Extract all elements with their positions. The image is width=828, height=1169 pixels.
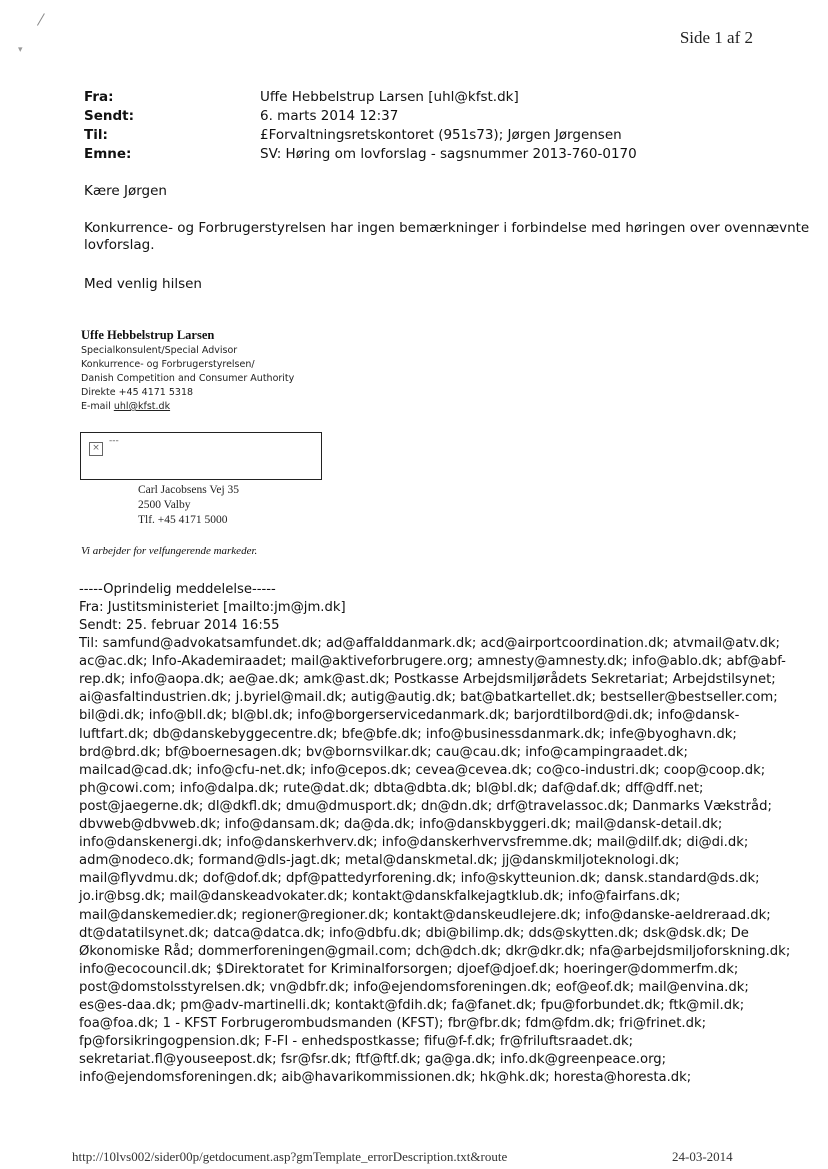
recipient-line: jo.ir@bsg.dk; mail@danskeadvokater.dk; kontakt@danskfalkejagtklub.dk; info@fairfans.dk; (79, 889, 681, 905)
recipient-line: info@ecocouncil.dk; $Direktoratet for Kriminalforsorgen; djoef@djoef.dk; hoeringer@dommerfm.dk; (79, 961, 739, 977)
recipient-line: mail@danskemedier.dk; regioner@regioner.dk; kontakt@danskeudlejere.dk; info@danske-aeldreraad.dk; (79, 907, 771, 923)
from-value: Uffe Hebbelstrup Larsen [uhl@kfst.dk] (260, 89, 519, 105)
address-street: Carl Jacobsens Vej 35 (138, 484, 240, 496)
recipient-line: mail@flyvdmu.dk; dof@dof.dk; dpf@pattedyrforening.dk; info@skytteunion.dk; dansk.standard@ds.dk; (79, 871, 760, 887)
header-from-row (84, 89, 519, 105)
logo-image-placeholder (80, 432, 322, 480)
greeting: Kære Jørgen (84, 183, 167, 199)
signature-email-label: E-mail (81, 401, 114, 412)
recipient-line: brd@brd.dk; bf@boernesagen.dk; bv@bornsvilkar.dk; cau@cau.dk; info@campingraadet.dk; (79, 744, 688, 760)
recipient-line: dt@datatilsynet.dk; datca@datca.dk; info@dbfu.dk; dbi@bilimp.dk; dds@skytten.dk; dsk@dsk.dk; De (79, 925, 749, 941)
recipient-line: ph@cowi.com; info@dalpa.dk; rute@dat.dk; dbta@dbta.dk; bl@bl.dk; daf@daf.dk; dff@dff.net; (79, 780, 704, 796)
forward-from: Fra: Justitsministeriet [mailto:jm@jm.dk] (79, 600, 346, 615)
from-label: Fra: (84, 89, 114, 105)
recipient-line: luftfart.dk; db@danskebyggecentre.dk; bfe@bfe.dk; info@businessdanmark.dk; infe@byoghavn.dk; (79, 726, 737, 742)
subject-label: Emne: (84, 146, 132, 162)
signature-direct-phone: Direkte +45 4171 5318 (81, 387, 194, 398)
closing: Med venlig hilsen (84, 276, 202, 292)
signature-title: Specialkonsulent/Special Advisor (81, 345, 238, 356)
sent-label: Sendt: (84, 108, 135, 124)
scan-mark (37, 13, 50, 29)
recipient-line: ai@asfaltindustrien.dk; j.byriel@mail.dk; autig@autig.dk; bat@batkartellet.dk; bestseller@bestseller.com; (79, 690, 778, 706)
footer-url: http://10lvs002/sider00p/getdocument.asp?gmTemplate_errorDescription.txt&route (72, 1149, 508, 1164)
address-phone: Tlf. +45 4171 5000 (138, 514, 228, 526)
tagline: Vi arbejder for velfungerende markeder. (81, 545, 258, 557)
recipient-line: foa@foa.dk; 1 - KFST Forbrugerombudsmanden (KFST); fbr@fbr.dk; fdm@fdm.dk; fri@frinet.dk; (79, 1016, 707, 1032)
recipient-line: rep.dk; info@aopa.dk; ae@ae.dk; amk@ast.dk; Postkasse Arbejdsmiljørådets Sekretariat; Arbejdstilsynet; (79, 672, 776, 688)
recipient-line: post@domstolsstyrelsen.dk; vn@dbfr.dk; info@ejendomsforeningen.dk; eof@eof.dk; mail@envina.dk; (79, 979, 749, 995)
recipient-line: info@ejendomsforeningen.dk; aib@havarikommissionen.dk; hk@hk.dk; horesta@horesta.dk; (79, 1070, 692, 1086)
recipient-line: sekretariat.fl@youseepost.dk; fsr@fsr.dk; ftf@ftf.dk; ga@ga.dk; info.dk@greenpeace.org; (79, 1052, 667, 1068)
header-subject-row (84, 146, 637, 162)
body-paragraph-line-1: Konkurrence- og Forbrugerstyrelsen har ingen bemærkninger i forbindelse med høringen over ovennævnte (84, 220, 810, 236)
signature-email-link[interactable]: uhl@kfst.dk (113, 401, 171, 412)
body-paragraph-line-2: lovforslag. (84, 237, 155, 253)
sent-value: 6. marts 2014 12:37 (260, 108, 399, 124)
recipient-line: bil@di.dk; info@bll.dk; bl@bl.dk; info@borgerservicedanmark.dk; barjordtilbord@di.dk; info@dansk- (79, 708, 740, 724)
page-number: Side 1 af 2 (679, 28, 753, 47)
recipient-line: dbvweb@dbvweb.dk; info@dansam.dk; da@da.dk; info@danskbyggeri.dk; mail@dansk-detail.dk; (79, 817, 723, 832)
logo-alt-text: --- (109, 436, 119, 446)
header-to-row (84, 127, 622, 143)
scan-mark-small: ▾ (18, 45, 23, 55)
recipient-line: es@es-daa.dk; pm@adv-martinelli.dk; kontakt@fdih.dk; fa@fanet.dk; fpu@forbundet.dk; ftk@mil.dk; (79, 998, 745, 1013)
recipient-line: Til: samfund@advokatsamfundet.dk; ad@affalddanmark.dk; acd@airportcoordination.dk; atvmail@atv.dk; (79, 636, 780, 651)
to-value: £Forvaltningsretskontoret (951s73); Jørgen Jørgensen (260, 127, 622, 143)
forward-divider: -----Oprindelig meddelelse----- (79, 582, 276, 597)
recipient-line: post@jaegerne.dk; dl@dkfl.dk; dmu@dmusport.dk; dn@dn.dk; drf@travelassoc.dk; Danmarks Vækstråd; (79, 798, 772, 814)
signature-name: Uffe Hebbelstrup Larsen (81, 328, 215, 342)
footer-date: 24-03-2014 (672, 1149, 733, 1164)
header-sent-row (84, 108, 398, 124)
address-city: 2500 Valby (138, 499, 191, 511)
signature-org-en: Danish Competition and Consumer Authority (81, 373, 295, 384)
signature-org-da: Konkurrence- og Forbrugerstyrelsen/ (81, 359, 255, 370)
recipient-line: Økonomiske Råd; dommerforeningen@gmail.com; dch@dch.dk; dkr@dkr.dk; nfa@arbejdsmiljoforskning.dk; (79, 943, 791, 959)
forward-sent: Sendt: 25. februar 2014 16:55 (79, 618, 280, 633)
recipient-line: ac@ac.dk; Info-Akademiraadet; mail@aktiveforbrugere.org; amnesty@amnesty.dk; info@ablo.dk; abf@abf- (79, 654, 786, 670)
subject-value: SV: Høring om lovforslag - sagsnummer 2013-760-0170 (260, 146, 637, 162)
recipient-line: adm@nodeco.dk; formand@dls-jagt.dk; metal@danskmetal.dk; jj@danskmiljoteknologi.dk; (79, 853, 680, 869)
recipient-line: mailcad@cad.dk; info@cfu-net.dk; info@cepos.dk; cevea@cevea.dk; co@co-industri.dk; coop@coop.dk; (79, 762, 766, 778)
to-label: Til: (84, 127, 108, 143)
recipient-line: info@danskenergi.dk; info@danskerhverv.dk; info@danskerhvervsfremme.dk; mail@dilf.dk; di@di.dk; (79, 835, 749, 851)
recipient-line: fp@forsikringogpension.dk; F-FI - enhedspostkasse; fifu@f-f.dk; fr@friluftsraadet.dk; (79, 1034, 634, 1050)
signature-email-row (81, 401, 170, 412)
broken-image-icon: × (89, 442, 103, 456)
